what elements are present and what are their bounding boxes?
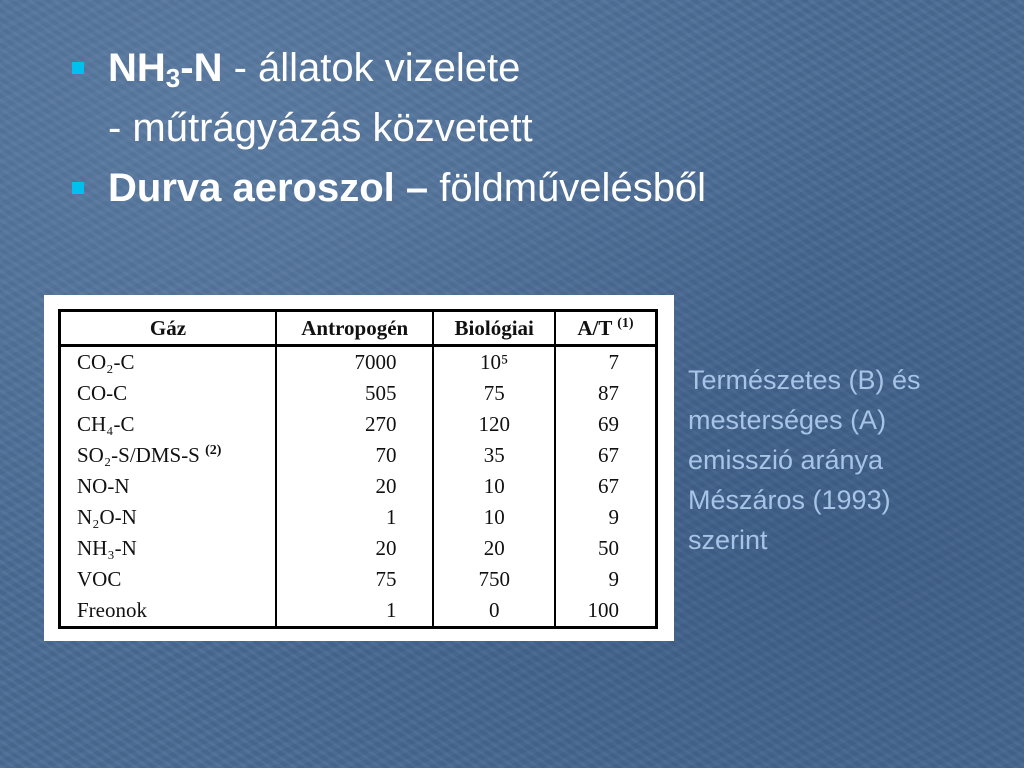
ratio-cell-text: 7 bbox=[608, 350, 619, 374]
anthropogenic-cell-text: 270 bbox=[364, 412, 397, 436]
biological-cell-text: 10 bbox=[483, 474, 505, 498]
ratio-cell-text: 67 bbox=[598, 443, 619, 467]
table-row bbox=[60, 533, 657, 564]
anthropogenic-cell-text: 1 bbox=[385, 505, 397, 529]
anthropogenic-cell bbox=[276, 595, 433, 628]
caption-line: Mészáros (1993) bbox=[688, 485, 891, 515]
anthropogenic-cell-text: 20 bbox=[375, 536, 397, 560]
ratio-cell-text: 50 bbox=[598, 536, 619, 560]
gas-cell bbox=[60, 440, 277, 471]
anthropogenic-cell-text: 1 bbox=[385, 598, 397, 622]
ratio-cell-text: 69 bbox=[598, 412, 619, 436]
ratio-cell bbox=[555, 346, 657, 379]
bullet-continuation-text: - műtrágyázás közvetett bbox=[108, 106, 533, 150]
table-body bbox=[60, 346, 657, 628]
gas-cell bbox=[60, 533, 277, 564]
anthropogenic-cell bbox=[276, 564, 433, 595]
anthropogenic-cell bbox=[276, 471, 433, 502]
anthropogenic-cell bbox=[276, 346, 433, 379]
biological-cell-text: 75 bbox=[483, 381, 505, 405]
table-row bbox=[60, 564, 657, 595]
ratio-cell bbox=[555, 564, 657, 595]
ratio-cell bbox=[555, 378, 657, 409]
gas-footnote: (2) bbox=[205, 443, 222, 458]
biological-cell bbox=[433, 564, 555, 595]
bullet-text bbox=[108, 38, 520, 98]
gas-cell bbox=[60, 564, 277, 595]
anthropogenic-cell-text: 75 bbox=[375, 567, 397, 591]
ratio-cell-text: 87 bbox=[598, 381, 619, 405]
caption-line: emisszió aránya bbox=[688, 445, 884, 475]
bullet-square-icon bbox=[72, 62, 84, 74]
gas-cell bbox=[60, 502, 277, 533]
bullet-square-icon bbox=[72, 182, 84, 194]
emission-table bbox=[58, 309, 658, 629]
bullet-subscript: 3 bbox=[165, 63, 181, 93]
ratio-cell bbox=[555, 409, 657, 440]
biological-cell bbox=[433, 378, 555, 409]
gas-cell bbox=[60, 409, 277, 440]
anthropogenic-cell bbox=[276, 533, 433, 564]
gas-cell-text: Freonok bbox=[77, 598, 147, 622]
caption-line: Természetes (B) és bbox=[688, 365, 921, 395]
bullet-bold-aerosol: Durva aeroszol – bbox=[108, 166, 440, 210]
ratio-cell-text: 67 bbox=[598, 474, 619, 498]
anthropogenic-cell-text: 505 bbox=[364, 381, 397, 405]
bullet-item-nh3 bbox=[72, 38, 706, 98]
anthropogenic-cell bbox=[276, 440, 433, 471]
ratio-cell bbox=[555, 502, 657, 533]
bullet-bold-nh: NH bbox=[108, 46, 166, 90]
ratio-cell-text: 9 bbox=[608, 567, 619, 591]
biological-cell bbox=[433, 533, 555, 564]
gas-cell-text: VOC bbox=[77, 567, 122, 591]
biological-cell-text: 750 bbox=[478, 567, 510, 591]
gas-cell-text: CH₄-C bbox=[77, 412, 135, 436]
biological-cell-text: 20 bbox=[483, 536, 505, 560]
anthropogenic-cell-text: 70 bbox=[375, 443, 397, 467]
bullet-continuation bbox=[72, 98, 706, 158]
table-row bbox=[60, 409, 657, 440]
biological-cell bbox=[433, 440, 555, 471]
caption bbox=[688, 360, 1008, 560]
header-footnote: (1) bbox=[617, 315, 634, 331]
gas-cell-text: SO₂-S/DMS-S bbox=[77, 443, 200, 467]
biological-cell bbox=[433, 471, 555, 502]
biological-cell-text: 10 bbox=[483, 505, 505, 529]
caption-line: mesterséges (A) bbox=[688, 405, 887, 435]
ratio-cell bbox=[555, 533, 657, 564]
gas-cell-text: CO-C bbox=[77, 381, 128, 405]
caption-line: szerint bbox=[688, 525, 768, 555]
anthropogenic-cell-text: 20 bbox=[375, 474, 397, 498]
table-row bbox=[60, 471, 657, 502]
header-gas: Gáz bbox=[60, 311, 277, 346]
ratio-cell-text: 9 bbox=[608, 505, 619, 529]
bullet-bold-n: -N bbox=[180, 46, 223, 90]
ratio-cell bbox=[555, 595, 657, 628]
gas-cell-text: CO₂-C bbox=[77, 350, 135, 374]
bullet-desc: - állatok vizelete bbox=[222, 46, 521, 90]
ratio-cell-text: 100 bbox=[587, 598, 619, 622]
bullet-text bbox=[108, 158, 706, 218]
anthropogenic-cell bbox=[276, 502, 433, 533]
table-row bbox=[60, 346, 657, 379]
table-row bbox=[60, 502, 657, 533]
biological-cell bbox=[433, 502, 555, 533]
biological-cell-text: 0 bbox=[488, 598, 500, 622]
table-header-row bbox=[60, 311, 657, 346]
bullet-list bbox=[72, 38, 706, 218]
gas-cell bbox=[60, 378, 277, 409]
ratio-cell bbox=[555, 440, 657, 471]
biological-cell-text: 35 bbox=[483, 443, 505, 467]
gas-cell-text: NO-N bbox=[77, 474, 130, 498]
anthropogenic-cell bbox=[276, 409, 433, 440]
table-row bbox=[60, 440, 657, 471]
emission-table-image bbox=[44, 295, 674, 641]
gas-cell bbox=[60, 471, 277, 502]
bullet-item-aerosol bbox=[72, 158, 706, 218]
biological-cell-text: 10⁵ bbox=[480, 350, 509, 374]
gas-cell bbox=[60, 346, 277, 379]
gas-cell-text: N₂O-N bbox=[77, 505, 137, 529]
bullet-desc: földművelésből bbox=[439, 166, 707, 210]
ratio-cell bbox=[555, 471, 657, 502]
biological-cell bbox=[433, 595, 555, 628]
gas-cell bbox=[60, 595, 277, 628]
biological-cell-text: 120 bbox=[478, 412, 510, 436]
table-row bbox=[60, 378, 657, 409]
anthropogenic-cell bbox=[276, 378, 433, 409]
biological-cell bbox=[433, 346, 555, 379]
biological-cell bbox=[433, 409, 555, 440]
gas-cell-text: NH₃-N bbox=[77, 536, 137, 560]
header-biological: Biológiai bbox=[433, 311, 555, 346]
header-anthropogenic: Antropogén bbox=[276, 311, 433, 346]
table-row bbox=[60, 595, 657, 628]
header-ratio-label: A/T bbox=[577, 315, 613, 340]
anthropogenic-cell-text: 7000 bbox=[354, 350, 397, 374]
header-ratio bbox=[555, 311, 657, 346]
